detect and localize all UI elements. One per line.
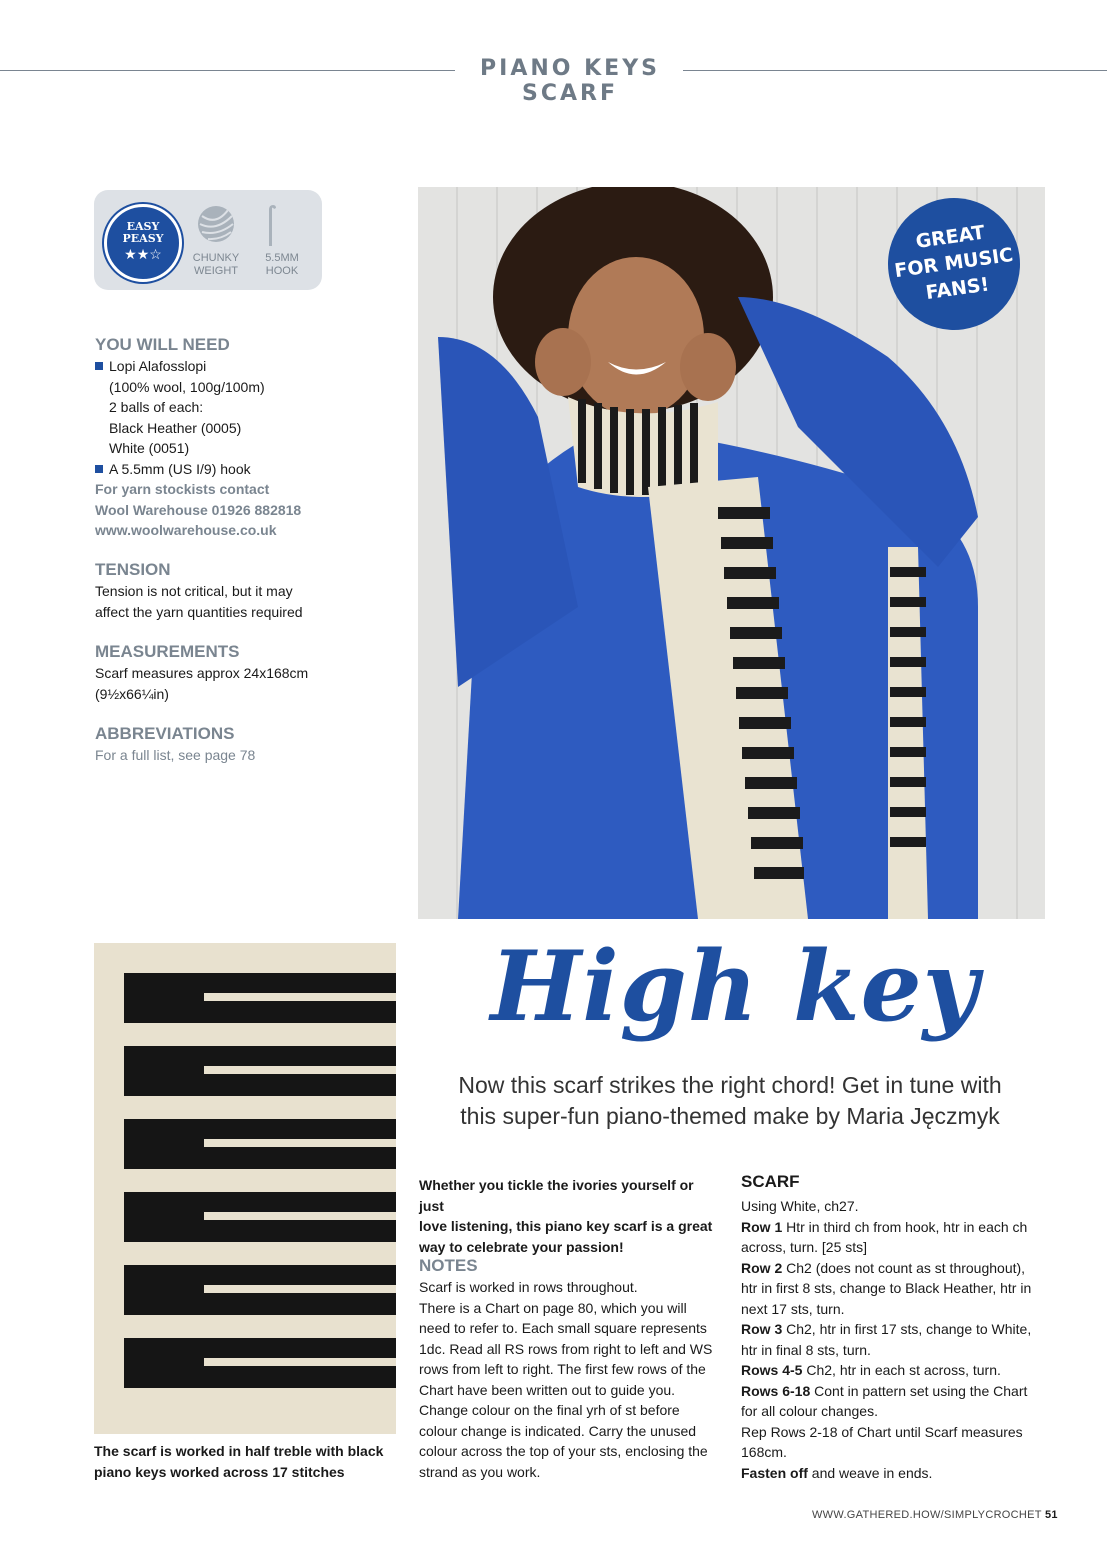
swatch-photo	[94, 943, 396, 1434]
row-text: across, turn. [25 sts]	[741, 1239, 868, 1255]
row-label: Row 1	[741, 1218, 783, 1235]
row-text: Ch2, htr in each st across, turn.	[802, 1362, 1001, 1378]
difficulty-badge-panel	[94, 190, 322, 290]
page-number: 51	[1044, 1509, 1058, 1521]
notes-line: Change colour on the final yrh of st before	[419, 1402, 680, 1418]
row-text: Ch2, htr in first 17 sts, change to White,	[782, 1321, 1032, 1337]
intro-line1: Whether you tickle the ivories yourself or just	[419, 1177, 694, 1214]
swatch-caption	[94, 1441, 404, 1483]
notes-line: colour change is indicated. Carry the unused	[419, 1422, 697, 1439]
yarn-weight-line2: WEIGHT	[194, 265, 238, 277]
star-icon: ★★☆	[124, 247, 162, 263]
row-text: for all colour changes.	[741, 1403, 878, 1419]
notes-heading: NOTES	[419, 1256, 478, 1275]
difficulty-line1: EASY	[126, 220, 160, 233]
pattern-row-3	[741, 1319, 1041, 1340]
easy-peasy-badge	[104, 204, 182, 282]
page-title: High key	[490, 930, 980, 1043]
measurements-text	[95, 663, 308, 704]
row-label: Rows 6-18	[741, 1382, 811, 1399]
badge-line3: FANS!	[924, 273, 991, 305]
intro-line2: love listening, this piano key scarf is a great	[419, 1218, 713, 1234]
hook-size: A 5.5mm (US I/9) hook	[109, 460, 251, 477]
yarn-balls: 2 balls of each:	[109, 399, 204, 415]
row-text: next 17 sts, turn.	[741, 1300, 845, 1317]
stockists-line1: For yarn stockists contact	[95, 481, 270, 497]
row-text: htr in final 8 sts, turn.	[741, 1341, 871, 1358]
intro-line3: way to celebrate your passion!	[419, 1238, 624, 1255]
pattern-row-2	[741, 1258, 1041, 1279]
difficulty-line2: PEASY	[122, 232, 164, 245]
section-title: PIANO KEYS SCARF	[480, 56, 660, 106]
yarn-colour-2: White (0051)	[109, 440, 190, 456]
tension-line2: affect the yarn quantities required	[95, 603, 303, 620]
caption-line1: The scarf is worked in half treble with black	[94, 1443, 384, 1459]
list-item	[95, 356, 355, 377]
yarn-ball-icon	[198, 206, 234, 242]
stockists-link[interactable]: www.woolwarehouse.co.uk	[95, 522, 277, 538]
yarn-weight-line1: CHUNKY	[192, 252, 240, 264]
page-footer	[812, 1509, 1058, 1521]
row-label: Row 3	[741, 1321, 783, 1337]
header-rule-left	[0, 70, 455, 71]
notes-line: 1dc. Read all RS rows from right to left and WS	[419, 1340, 713, 1357]
intro-text	[419, 1175, 719, 1257]
standfirst-line1: Now this scarf strikes the right chord! Get in tune with	[458, 1072, 1002, 1098]
hook-size-line2: HOOK	[265, 265, 299, 277]
notes-line: There is a Chart on page 80, which you will	[419, 1299, 687, 1316]
tension-line1: Tension is not critical, but it may	[95, 583, 293, 599]
hook-size-label	[254, 252, 310, 278]
hook-size-line1: 5.5MM	[265, 252, 299, 264]
row-label: Rows 4-5	[741, 1362, 803, 1378]
pattern-fasten-off	[741, 1463, 1041, 1484]
notes-line: Chart have been written out to guide you.	[419, 1381, 676, 1398]
yarn-name: Lopi Alafosslopi	[109, 358, 207, 374]
bullet-icon	[95, 465, 103, 473]
bullet-icon	[95, 362, 103, 370]
notes-line: Scarf is worked in rows throughout.	[419, 1279, 638, 1295]
notes-line: need to refer to. Each small square represents	[419, 1320, 707, 1336]
scarf-heading: SCARF	[741, 1172, 800, 1191]
notes-line: rows from left to right. The first few rows of the	[419, 1361, 706, 1377]
row-text: htr in first 8 sts, change to Black Heather, htr in	[741, 1280, 1032, 1296]
footer-url[interactable]: WWW.GATHERED.HOW/SIMPLYCROCHET	[812, 1509, 1042, 1521]
scarf-pattern	[741, 1196, 1041, 1483]
row-text: Cont in pattern set using the Chart	[810, 1382, 1028, 1399]
measurements-heading: MEASUREMENTS	[95, 642, 240, 661]
tension-text	[95, 581, 303, 622]
notes-text	[419, 1277, 724, 1482]
yarn-weight-label	[188, 252, 244, 278]
badge-line2: FOR MUSIC	[893, 243, 1015, 283]
pattern-start: Using White, ch27.	[741, 1198, 859, 1214]
row-text: Ch2 (does not count as st throughout),	[782, 1259, 1026, 1276]
standfirst-line2: this super-fun piano-themed make by Maria Jęczmyk	[460, 1103, 1000, 1129]
yarn-colour-1: Black Heather (0005)	[109, 419, 242, 436]
row-text: 168cm.	[741, 1444, 787, 1460]
pattern-row-1	[741, 1217, 1041, 1238]
measurements-line2: (9½x66¼in)	[95, 685, 169, 702]
measurements-line1: Scarf measures approx 24x168cm	[95, 665, 309, 681]
badge-line1: GREAT	[914, 221, 987, 253]
stockists-line2: Wool Warehouse 01926 882818	[95, 501, 302, 518]
swatch-illustration	[94, 943, 396, 1434]
yarn-detail: (100% wool, 100g/100m)	[109, 378, 265, 395]
model-photo	[418, 187, 1045, 919]
notes-line: colour across the top of your sts, enclosing the	[419, 1443, 708, 1459]
notes-line: strand as you work.	[419, 1463, 541, 1480]
row-text: and weave in ends.	[807, 1464, 933, 1481]
pattern-rows-4-5	[741, 1360, 1041, 1381]
standfirst	[420, 1070, 1040, 1132]
abbreviations-text: For a full list, see page 78	[95, 747, 256, 763]
crochet-hook-icon	[266, 204, 278, 246]
pattern-rows-6-18	[741, 1381, 1041, 1402]
abbreviations-heading: ABBREVIATIONS	[95, 724, 235, 743]
caption-line2: piano keys worked across 17 stitches	[94, 1464, 345, 1480]
row-text: Rep Rows 2-18 of Chart until Scarf measures	[741, 1423, 1023, 1440]
header-rule-right	[683, 70, 1107, 71]
row-text: Htr in third ch from hook, htr in each ch	[782, 1218, 1028, 1235]
you-will-need-heading: YOU WILL NEED	[95, 335, 230, 354]
list-item	[95, 459, 355, 480]
row-label: Row 2	[741, 1259, 783, 1276]
row-label: Fasten off	[741, 1464, 808, 1481]
tension-heading: TENSION	[95, 560, 171, 579]
you-will-need-list	[95, 356, 355, 541]
